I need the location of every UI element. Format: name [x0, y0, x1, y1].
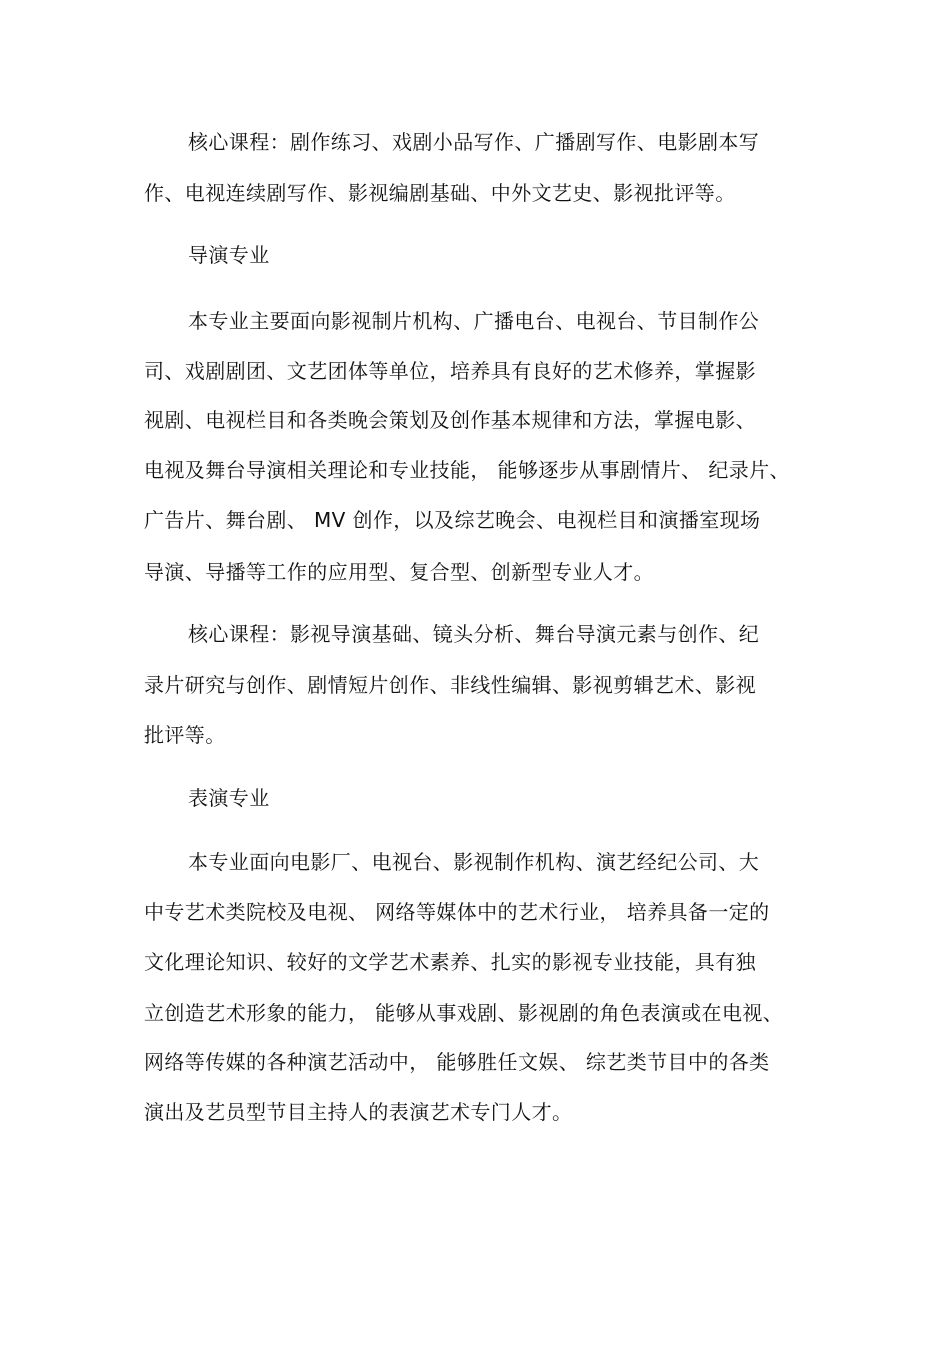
paragraph-line: 核心课程：剧作练习、戏剧小品写作、广播剧写作、电影剧本写 — [188, 130, 760, 154]
paragraph-line: 演出及艺员型节目主持人的表演艺术专门人才。 — [144, 1100, 573, 1124]
paragraph-line: 本专业主要面向影视制片机构、广播电台、电视台、节目制作公 — [188, 309, 760, 333]
paragraph-line: 导演、导播等工作的应用型、复合型、创新型专业人才。 — [144, 560, 654, 584]
paragraph-line: 录片研究与创作、剧情短片创作、非线性编辑、影视剪辑艺术、影视 — [144, 673, 756, 697]
paragraph-line: 电视及舞台导演相关理论和专业技能， 能够逐步从事剧情片、 纪录片、 — [144, 458, 790, 482]
paragraph-line: 中专艺术类院校及电视、 网络等媒体中的艺术行业， 培养具备一定的 — [144, 900, 770, 924]
paragraph-line: 核心课程：影视导演基础、镜头分析、舞台导演元素与创作、纪 — [188, 622, 760, 646]
paragraph-line: 本专业面向电影厂、电视台、影视制作机构、演艺经纪公司、大 — [188, 850, 760, 874]
paragraph-line: 司、戏剧剧团、文艺团体等单位，培养具有良好的艺术修养，掌握影 — [144, 359, 756, 383]
paragraph-line: 立创造艺术形象的能力， 能够从事戏剧、影视剧的角色表演或在电视、 — [144, 1001, 784, 1025]
paragraph-line: 网络等传媒的各种演艺活动中， 能够胜任文娱、 综艺类节目中的各类 — [144, 1050, 770, 1074]
section-heading-acting: 表演专业 — [188, 786, 270, 810]
section-heading-directing: 导演专业 — [188, 243, 270, 267]
paragraph-line: 作、电视连续剧写作、影视编剧基础、中外文艺史、影视批评等。 — [144, 181, 736, 205]
paragraph-line: 文化理论知识、较好的文学艺术素养、扎实的影视专业技能，具有独 — [144, 950, 756, 974]
paragraph-line: 批评等。 — [144, 723, 226, 747]
paragraph-line: 广告片、舞台剧、 MV 创作，以及综艺晚会、电视栏目和演播室现场 — [144, 508, 761, 532]
paragraph-line: 视剧、电视栏目和各类晚会策划及创作基本规律和方法，掌握电影、 — [144, 408, 756, 432]
